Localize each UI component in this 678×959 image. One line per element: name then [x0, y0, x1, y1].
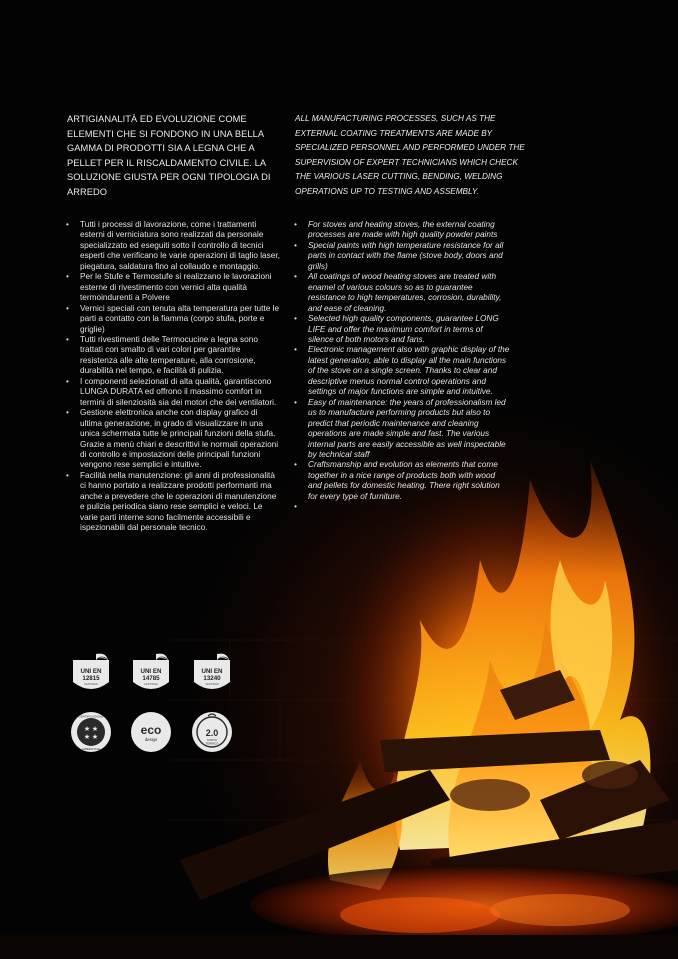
badge-text: 13240 [203, 675, 221, 682]
uni-en-13240-badge [191, 652, 233, 696]
features-list-english [294, 220, 510, 502]
list-item: • Tutti rivestimenti delle Termocucine a legna sono trattati con smalto di vari colori per garantire resistenza alle alte temperature, alla corrosione, durabilità nel tempo, e facilità di pulizia. [66, 335, 280, 377]
star-icon: ★ [83, 725, 91, 733]
features-list-italian [66, 220, 280, 534]
intro-italian: ARTIGIANALITÀ ED EVOLUZIONE COME ELEMENTI CHE SI FONDONO IN UNA BELLA GAMMA DI PRODOTTI SIA A LEGNA CHE A PELLET PER IL RISCALDAMENTO CIVILE. LA SOLUZIONE GIUSTA PER OGNI TIPOLOGIA DI ARREDO [67, 114, 271, 197]
intro-english: ALL MANUFACTURING PROCESSES, SUCH AS THE EXTERNAL COATING TREATMENTS ARE MADE BY SPECIALIZED PERSONNEL AND PERFORMED UNDER THE SUPERVISION OF EXPERT TECHNICIANS WHICH CHECK THE VARIOUS LASER CUTTING, BENDING, WELDING OPERATIONS UP TO TESTING AND ASSEMBLY. [295, 114, 525, 196]
list-item: • All coatings of wood heating stoves are treated with enamel of various colours so as to guarantee resistance to high temperatures, corrosion, durability, and ease of cleaning. [294, 272, 510, 314]
eco-design-badge [130, 710, 172, 754]
badge-text: AMBIENTALE [81, 747, 101, 751]
badge-text: CERTIFIED [84, 683, 98, 686]
certification-badges [70, 652, 250, 756]
list-item: • Special paints with high temperature resistance for all parts in contact with the flame (stove body, doors and grills) [294, 241, 510, 272]
badge-text: TERMICO [205, 741, 219, 746]
list-item: • Craftsmanship and evolution as elements that come together in a nice range of products both with wood and pellets for domestic heating. There right solution for every type of furniture. [294, 460, 510, 502]
uni-en-12815-badge [70, 652, 112, 696]
list-item: • I componenti selezionati di alta qualità, garantiscono LUNGA DURATA ed offrono il massimo comfort in termini di silenziosità sia dei motori che dei ventilatori. [66, 377, 280, 408]
list-item: • Per le Stufe e Termostufe si realizzano le lavorazioni esterne di rivestimento con vernici alta qualità termoindurenti a Polvere [66, 272, 280, 303]
star-icon: ★ [83, 733, 91, 741]
badge-text: 12815 [82, 675, 100, 682]
badge-text: 14785 [142, 675, 160, 682]
list-item: • Gestione elettronica anche con display grafico di ultima generazione, in grado di visualizzare in una unica schermata tutte le principali funzioni della stufa. Grazie a menù chiari e descrittivi le normali operazioni di controllo e impostazioni delle principali funzioni vengono rese semplici e intuitive. [66, 408, 280, 471]
list-item: • For stoves and heating stoves, the external coating processes are made with high quality powder paints [294, 220, 510, 241]
badge-text: 2.0 [205, 728, 219, 738]
conto-termico-badge [191, 710, 233, 754]
badge-text: UNI EN [80, 668, 102, 675]
list-item: • Selected high quality components, guarantee LONG LIFE and offer the maximum comfort in terms of silence of both motors and fans. [294, 314, 510, 345]
list-item: • Tutti i processi di lavorazione, come i trattamenti esterni di verniciatura sono realizzati da personale specializzato ed eseguiti sotto il controllo di tecnici esperti che verificano le varie operazioni di taglio laser, piegatura, saldatura fino al collaudo e montaggio. [66, 220, 280, 272]
list-item: • Easy of maintenance: the years of professionalism led us to manufacture performing products but also to predict that periodic maintenance and cleaning operations are made simple and fast. The various internal parts are easily accessible as well inspectable by technical staff [294, 398, 510, 461]
star-icon: ★ [91, 725, 99, 733]
badge-text: UNI EN [201, 668, 223, 675]
list-item: • Vernici speciali con tenuta alta temperatura per tutte le parti a contatto con la fiamma (corpo stufa, porte e griglie) [66, 304, 280, 335]
badge-text: design [144, 737, 158, 742]
badge-text: CONTO [206, 738, 218, 742]
badge-text: CERTIFICAZIONE [78, 714, 104, 719]
badge-text: CERTIFIED [144, 683, 158, 686]
stars-certification-badge [70, 710, 112, 754]
star-icon: ★ [91, 733, 99, 741]
badge-text: UNI EN [140, 668, 162, 675]
badge-text: CERTIFIED [205, 683, 219, 686]
list-item: • Electronic management also with graphic display of the latest generation, able to display all the main functions of the stove on a single screen. Thanks to clear and descriptive menus normal control operations and settings of major functions are simple and intuitive. [294, 345, 510, 397]
uni-en-14785-badge [130, 652, 172, 696]
badge-text: eco [140, 723, 162, 737]
list-item: • Facilità nella manutenzione: gli anni di professionalità ci hanno portato a realizzare prodotti performanti ma anche a prevedere che le operazioni di manutenzione e pulizia periodica siano rese semplici e veloci. Le varie parti interne sono facilmente accessibili e ispezionabili dal personale tecnico. [66, 471, 280, 534]
